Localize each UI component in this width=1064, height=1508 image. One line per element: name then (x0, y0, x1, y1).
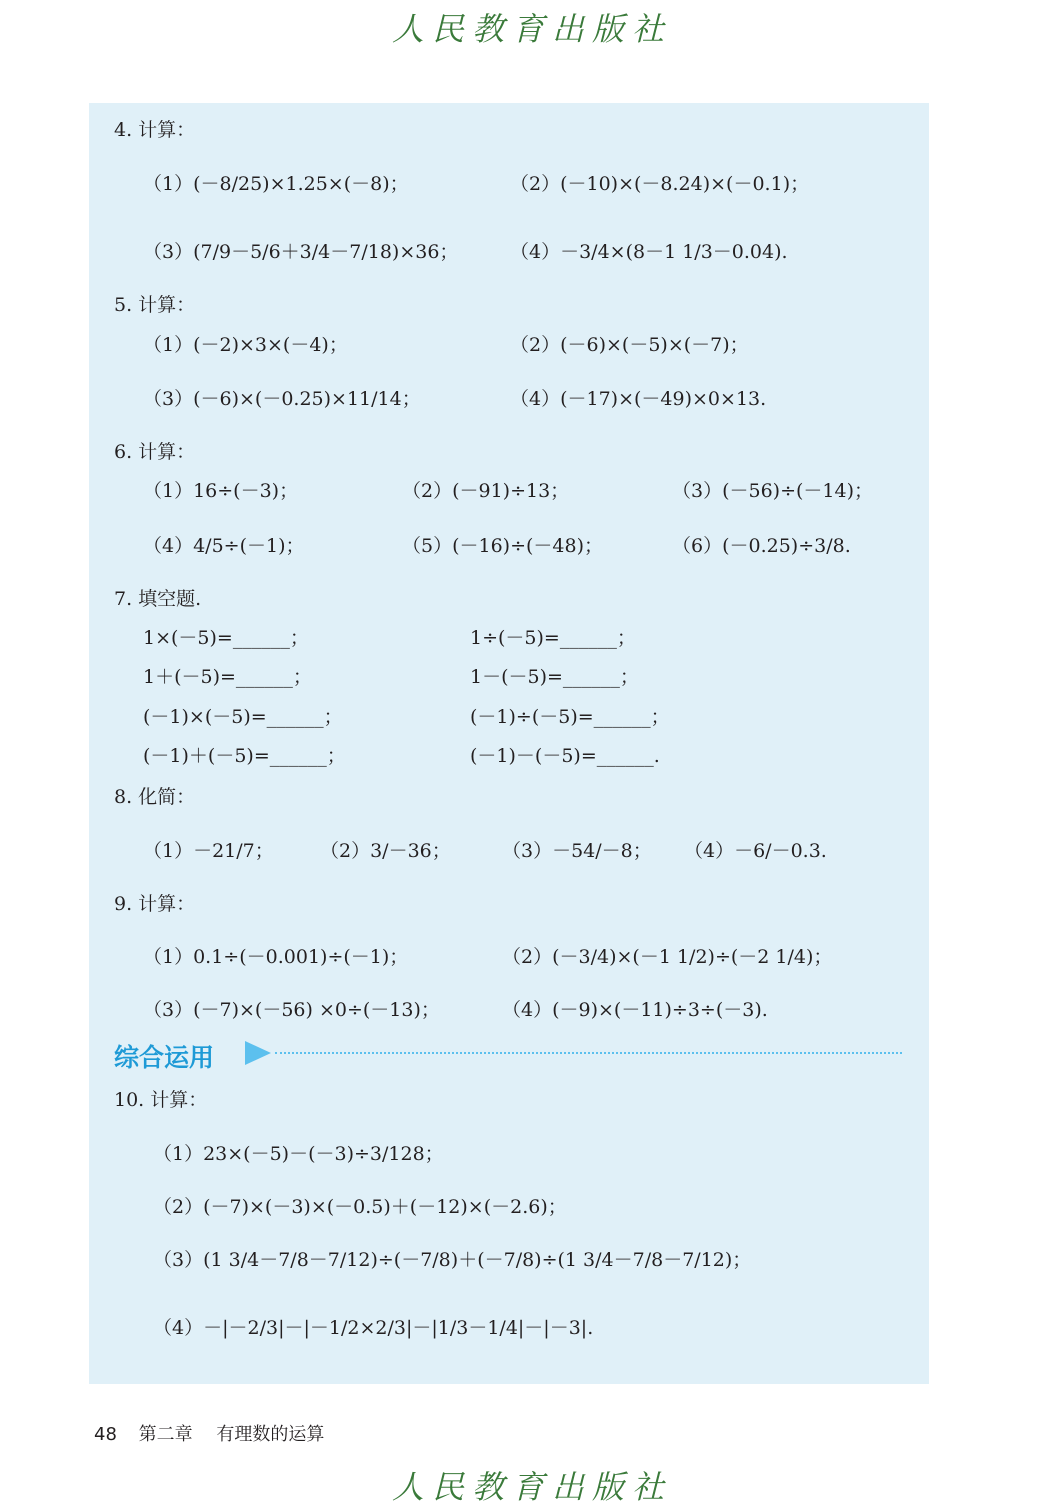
question-4-part-2: （2）(－10)×(－8.24)×(－0.1)； (510, 173, 810, 195)
fill-blank-6: (－1)÷(－5)=______； (470, 706, 670, 728)
fill-blank-4: 1－(－5)=______； (470, 666, 639, 688)
fill-blank-8: (－1)－(－5)=______. (470, 745, 660, 767)
question-8-title: 8. 化简： (114, 786, 196, 808)
question-10-title: 10. 计算： (114, 1089, 208, 1111)
question-10-part-4: （4）－|－2/3|－|－1/2×2/3|－|1/3－1/4|－|－3|. (153, 1317, 594, 1339)
fill-blank-1: 1×(－5)=______； (143, 627, 309, 649)
question-6-part-1: （1）16÷(－3)； (143, 480, 299, 502)
question-8-part-2: （2）3/－36； (320, 840, 451, 862)
question-8-part-4: （4）－6/－0.3. (684, 840, 827, 862)
question-5-part-1: （1）(－2)×3×(－4)； (143, 334, 348, 356)
question-10-part-1: （1）23×(－5)－(－3)÷3/128； (153, 1143, 444, 1165)
question-9-part-2: （2）(－3/4)×(－1 1/2)÷(－2 1/4)； (502, 946, 833, 968)
question-5-title: 5. 计算： (114, 294, 196, 316)
publisher-logo-bottom: 人民教育出版社 (391, 1468, 672, 1506)
question-9-part-3: （3）(－7)×(－56) ×0÷(－13)； (143, 999, 440, 1021)
fill-blank-3: 1＋(－5)=______； (143, 666, 312, 688)
chapter-label: 第二章 (138, 1424, 193, 1445)
play-arrow-icon (245, 1041, 271, 1065)
section-heading: 综合运用 (114, 1043, 215, 1072)
question-5-part-3: （3）(－6)×(－0.25)×11/14； (143, 388, 421, 410)
question-4-part-4: （4）－3/4×(8－1 1/3－0.04). (510, 241, 788, 263)
dotted-divider (275, 1052, 902, 1054)
exercise-panel (89, 103, 929, 1384)
page-number: 48 (94, 1424, 117, 1445)
page-footer (94, 1420, 324, 1446)
question-6-part-5: （5）(－16)÷(－48)； (402, 535, 604, 557)
question-5-part-2: （2）(－6)×(－5)×(－7)； (510, 334, 749, 356)
question-4-part-1: （1）(－8/25)×1.25×(－8)； (143, 173, 409, 195)
fill-blank-7: (－1)＋(－5)=______； (143, 745, 346, 767)
fill-blank-5: (－1)×(－5)=______； (143, 706, 343, 728)
question-10-part-3: （3）(1 3/4－7/8－7/12)÷(－7/8)＋(－7/8)÷(1 3/4－7/8－7/12)； (153, 1249, 752, 1271)
question-4-title: 4. 计算： (114, 119, 196, 141)
chapter-title: 有理数的运算 (216, 1424, 325, 1445)
question-6-part-6: （6）(－0.25)÷3/8. (672, 535, 851, 557)
fill-blank-2: 1÷(－5)=______； (470, 627, 636, 649)
question-10-part-2: （2）(－7)×(－3)×(－0.5)＋(－12)×(－2.6)； (153, 1196, 567, 1218)
question-8-part-1: （1）－21/7； (143, 840, 274, 862)
question-6-title: 6. 计算： (114, 441, 196, 463)
question-4-part-3: （3）(7/9－5/6＋3/4－7/18)×36； (143, 241, 459, 263)
publisher-logo-top: 人民教育出版社 (391, 10, 672, 48)
question-6-part-4: （4）4/5÷(－1)； (143, 535, 305, 557)
question-7-title: 7. 填空题. (114, 588, 202, 610)
question-9-part-1: （1）0.1÷(－0.001)÷(－1)； (143, 946, 409, 968)
question-5-part-4: （4）(－17)×(－49)×0×13. (510, 388, 767, 410)
question-6-part-2: （2）(－91)÷13； (402, 480, 570, 502)
question-6-part-3: （3）(－56)÷(－14)； (672, 480, 874, 502)
question-9-title: 9. 计算： (114, 893, 196, 915)
question-9-part-4: （4）(－9)×(－11)÷3÷(－3). (502, 999, 768, 1021)
question-8-part-3: （3）－54/－8； (502, 840, 652, 862)
